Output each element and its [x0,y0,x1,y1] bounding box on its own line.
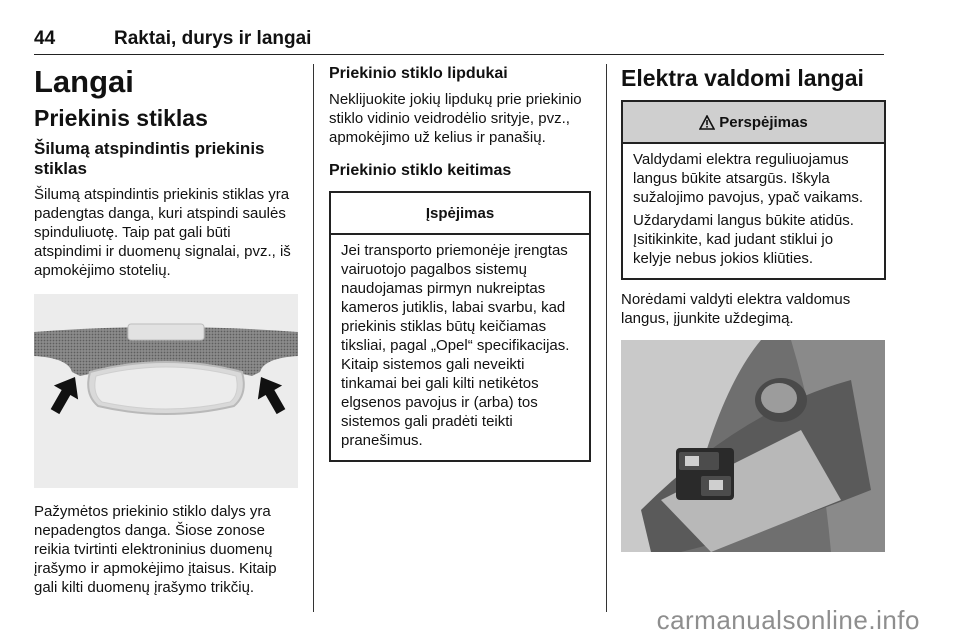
warning-box [621,100,886,280]
warning-title: Perspėjimas [719,113,808,131]
section-title-stickers: Priekinio stiklo lipdukai [329,65,508,82]
section-title-replacement: Priekinio stiklo keitimas [329,162,512,179]
notice-text: Jei transporto priemonėje įrengtas vairuotojo pagalbos sistemų naudojamas pirmyn nukreiptas kameros jutiklis, labai svarbu, kad priekinis stiklas būtų keičiamas tiksliai, pagal „Opel“ specifikacijas. Kitaip sistemos gali neveikti tinkamai bei gali kilti netikėtos elgsenos pavojus ir (arba) tos sistemos gali pradėti teikti pranešimus. [341,242,570,449]
paragraph-heat-reflecting: Šilumą atspindintis priekinis stiklas yra padengtas danga, kuri atspindi saulės spinduliuotę. Taip pat gali būti atspindimi ir duomenų signalai, pvz., iš apmokėjimo stotelių. [34,186,291,279]
column-divider-2 [606,64,607,612]
section-heading-langai: Langai [34,64,134,99]
notice-title: Įspėjimas [425,204,495,222]
page-header [34,14,884,48]
window-switch-photo [621,340,885,552]
warning-triangle-icon [699,115,715,130]
watermark: carmanualsonline.info [656,605,920,635]
header-rule [34,54,884,55]
warning-paragraph-2: Uždarydami langus būkite atidūs. Įsitikinkite, kad judant stiklui jo kelyje nebus jokios kliūties. [633,212,854,267]
column-1 [34,64,300,597]
warning-paragraph-1: Valdydami elektra reguliuojamus langus būkite atsargūs. Iškyla sužalojimo pavojus, ypač vaikams. [633,151,864,206]
column-2 [329,64,591,462]
warning-header [623,102,884,144]
column-divider-1 [313,64,314,612]
window-switch-icon [621,340,885,552]
notice-body [331,235,589,460]
page-number: 44 [34,28,56,49]
figure-caption: Pažymėtos priekinio stiklo dalys yra nepadengtos danga. Šiose zonose reikia tvirtinti elektroninius duomenų įrašymo ir apmokėjimo įtaisus. Kitaip gali kilti duomenų įrašymo trikčių. [34,503,277,596]
notice-header [331,193,589,235]
warning-body [623,144,884,278]
section-heading-power-windows: Elektra valdomi langai [621,65,864,91]
paragraph-ignition: Norėdami valdyti elektra valdomus langus, įjunkite uždegimą. [621,291,851,327]
paragraph-stickers: Neklijuokite jokių lipdukų prie priekinio stiklo vidinio veidrodėlio srityje, pvz., apmokėjimo už kelius ir panašių. [329,91,582,146]
column-3 [621,64,886,552]
section-title-heat-reflecting: Šilumą atspindintis priekinis stiklas [34,139,265,178]
subheading-priekinis-stiklas: Priekinis stiklas [34,105,208,131]
rear-view-mirror-icon [34,294,298,488]
windshield-illustration [34,294,298,488]
notice-box [329,191,591,462]
chapter-title: Raktai, durys ir langai [114,28,312,49]
